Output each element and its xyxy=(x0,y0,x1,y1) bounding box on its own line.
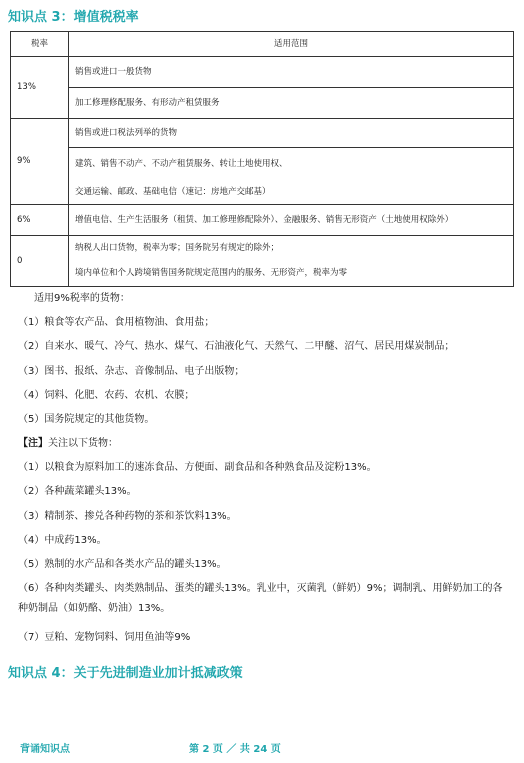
list-item: （2）各种蔬菜罐头13%。 xyxy=(18,486,137,497)
list-item: （4）饲料、化肥、农药、农机、农膜； xyxy=(18,390,195,401)
note-bracket: 【注】 xyxy=(18,438,48,449)
section-4-title: 知识点 4：关于先进制造业加计抵减政策 xyxy=(8,666,243,681)
intro-text: 适用9%税率的货物： xyxy=(34,293,130,304)
table-row xyxy=(11,57,514,119)
note-text: 关注以下货物： xyxy=(48,438,118,449)
header-scope: 适用范围 xyxy=(69,32,514,57)
scope-item: 建筑、销售不动产、不动产租赁服务、转让土地使用权、 xyxy=(69,147,513,180)
list-item: （7）豆粕、宠物饲料、饲用鱼油等9% xyxy=(18,632,191,643)
list-item: （5）熟制的水产品和各类水产品的罐头13%。 xyxy=(18,559,227,570)
list-item: （5）国务院规定的其他货物。 xyxy=(18,414,155,425)
list-item: （2）自来水、暖气、冷气、热水、煤气、石油液化气、天然气、二甲醚、沼气、居民用煤炭制品； xyxy=(18,341,455,352)
list-item: （1）粮食等农产品、食用植物油、食用盐； xyxy=(18,317,215,328)
scope-item: 加工修理修配服务、有形动产租赁服务 xyxy=(69,87,513,118)
vat-rate-table xyxy=(10,31,514,287)
scope-item: 交通运输、邮政、基础电信（速记：房地产交邮基） xyxy=(75,186,271,197)
scope-item: 增值电信、生产生活服务（租赁、加工修理修配除外）、金融服务、销售无形资产（土地使用权除外） xyxy=(69,205,514,236)
list-item: （3）精制茶、掺兑各种药物的茶和茶饮料13%。 xyxy=(18,511,237,522)
list-item: （4）中成药13%。 xyxy=(18,535,107,546)
header-rate: 税率 xyxy=(11,32,69,57)
footer-label: 背诵知识点 xyxy=(20,744,70,755)
rate-cell: 9% xyxy=(11,119,69,205)
page-indicator: 第 2 页 ／ 共 24 页 xyxy=(189,744,281,755)
scope-item: 纳税人出口货物，税率为零；国务院另有规定的除外； xyxy=(75,243,280,254)
rate-cell: 6% xyxy=(11,205,69,236)
table-header-row xyxy=(11,32,514,57)
list-item: （3）图书、报纸、杂志、音像制品、电子出版物； xyxy=(18,366,245,377)
section-3-title: 知识点 3：增值税税率 xyxy=(8,10,139,25)
rate-cell: 13% xyxy=(11,57,69,119)
table-row xyxy=(11,119,514,205)
list-item: （1）以粮食为原料加工的速冻食品、方便面、副食品和各种熟食品及淀粉13%。 xyxy=(18,462,377,473)
table-row xyxy=(11,205,514,236)
list-item: （6）各种肉类罐头、肉类熟制品、蛋类的罐头13%。乳业中，灭菌乳（鲜奶）9%；调制乳、用鲜奶加工的各种奶制品（如奶酪、奶油）13%。 xyxy=(18,583,503,614)
scope-item: 销售或进口一般货物 xyxy=(75,66,152,77)
scope-item: 销售或进口税法列举的货物 xyxy=(75,127,178,138)
rate-cell: 0 xyxy=(11,236,69,287)
scope-item: 境内单位和个人跨境销售国务院规定范围内的服务、无形资产，税率为零 xyxy=(75,268,348,279)
table-row xyxy=(11,236,514,287)
note-line xyxy=(18,437,518,451)
